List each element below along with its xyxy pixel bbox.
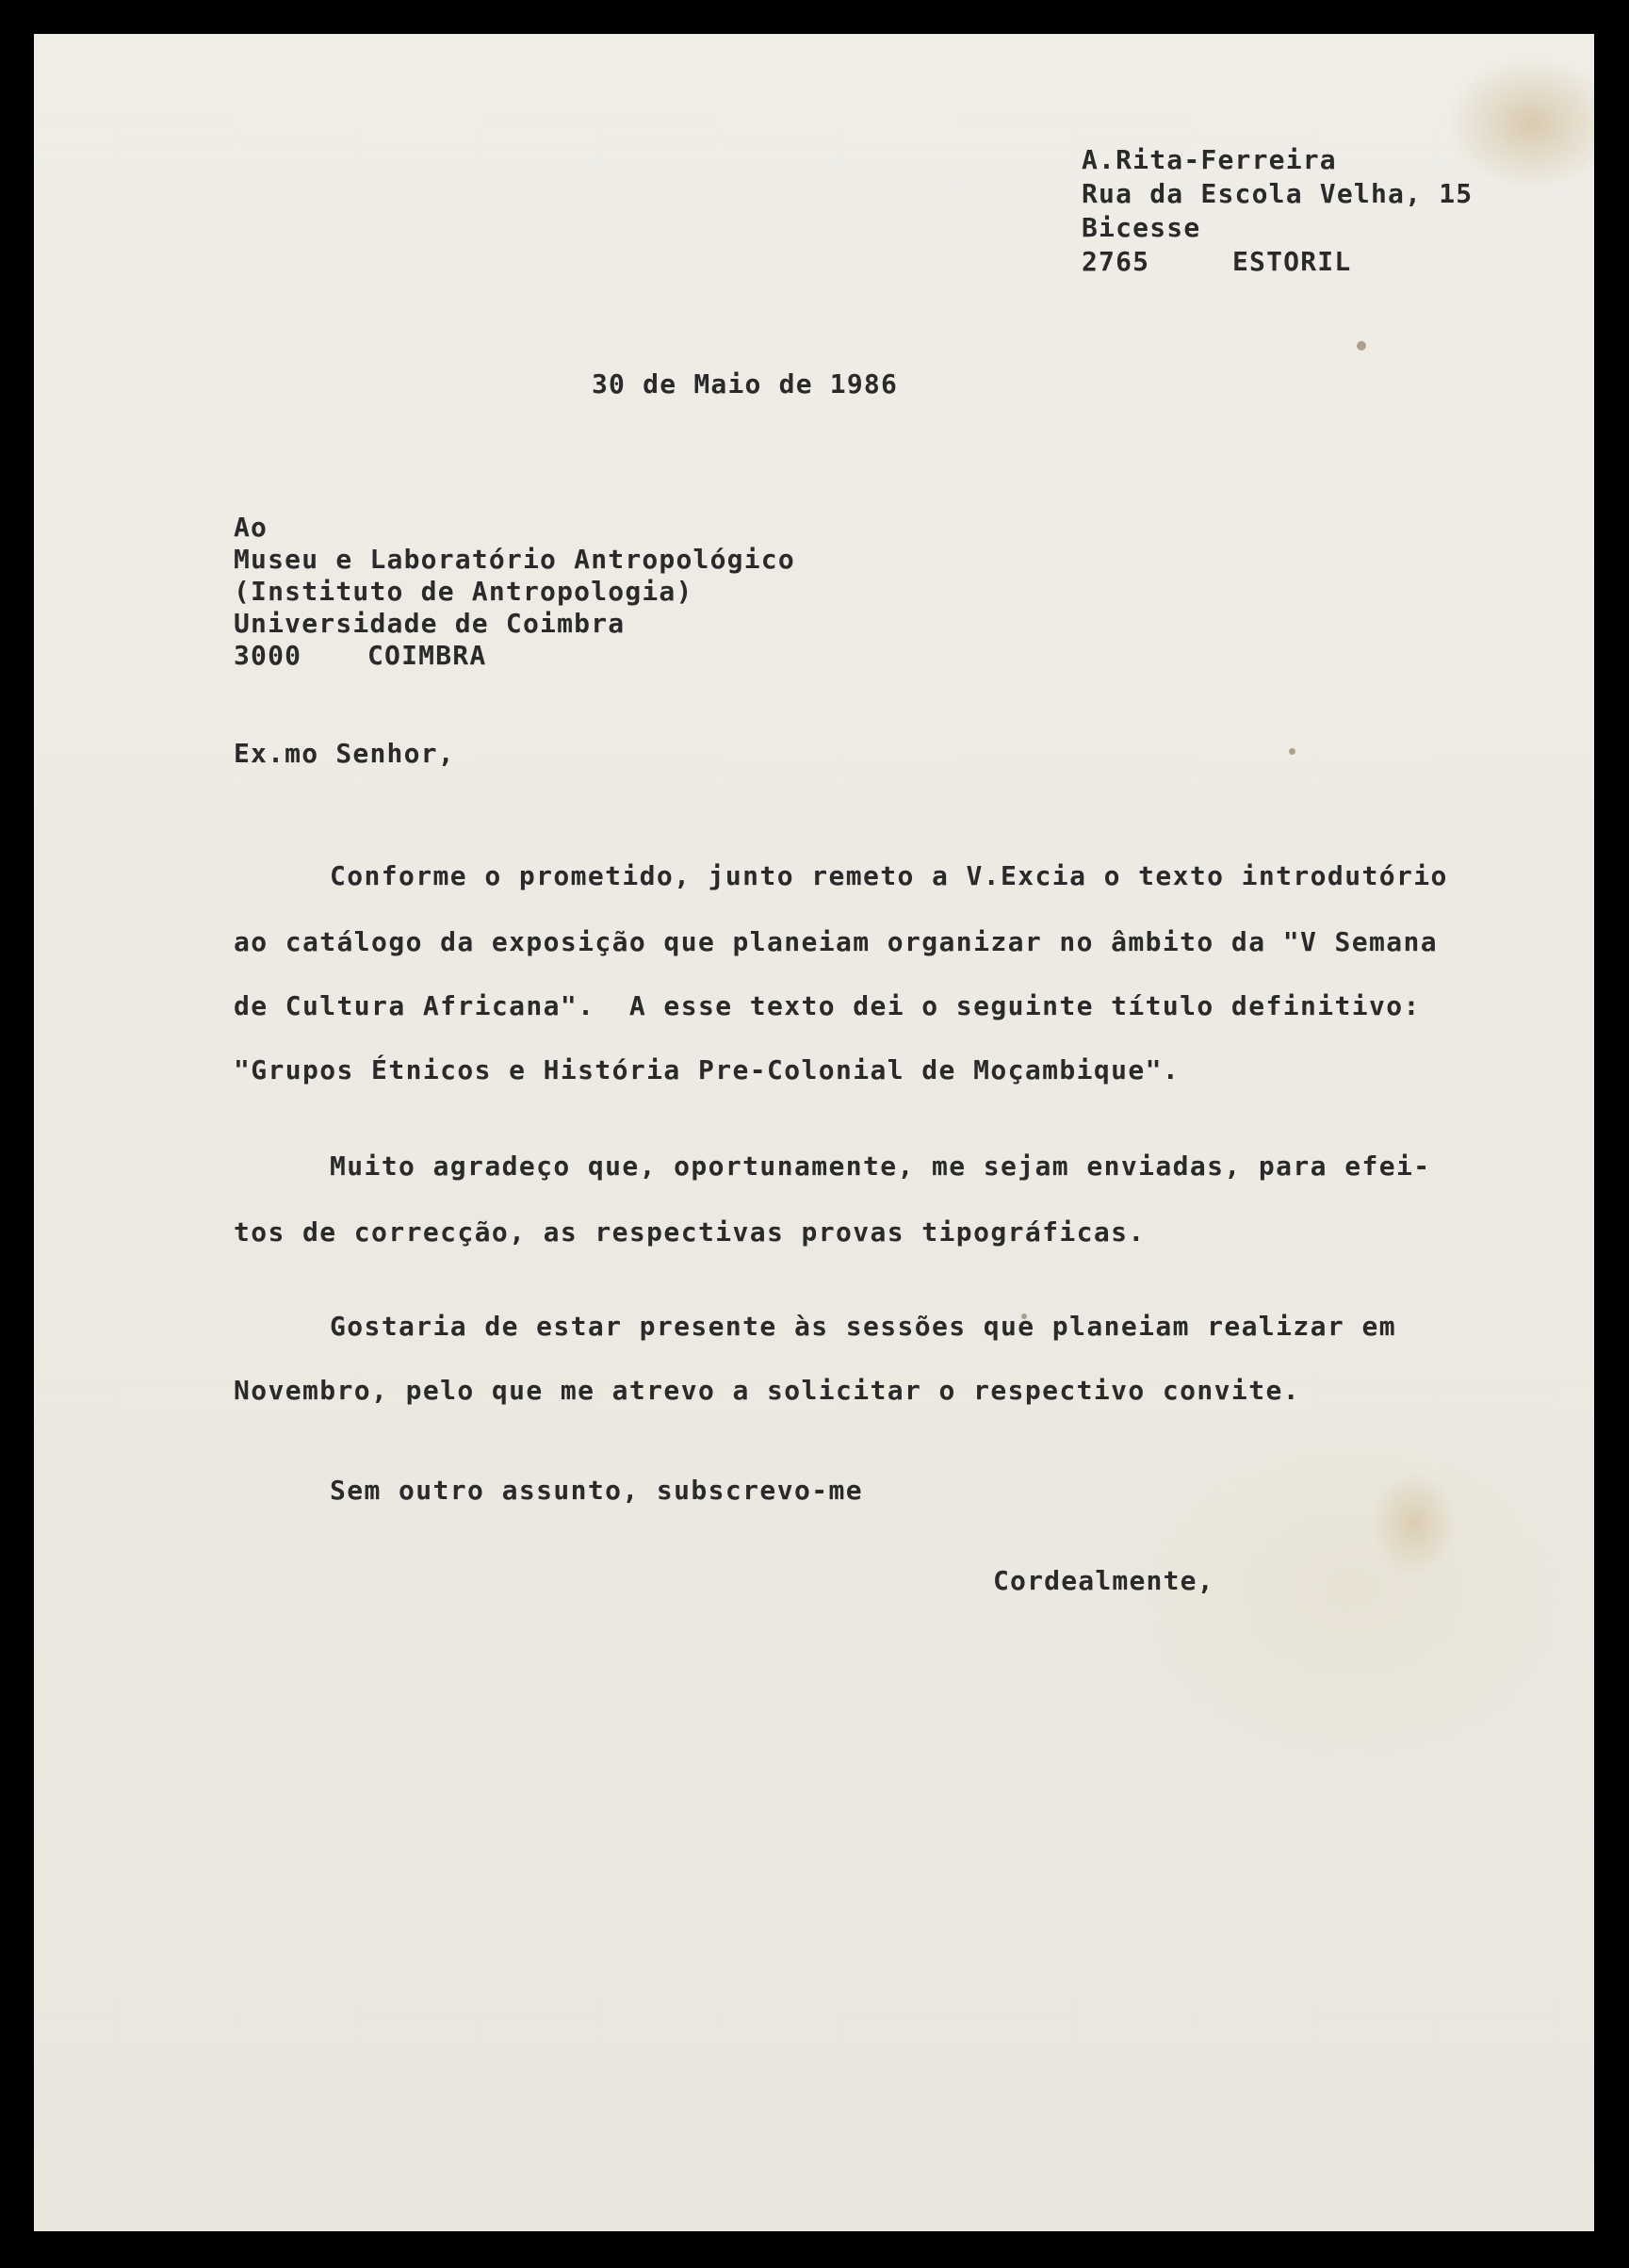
sender-street: Rua da Escola Velha, 15 [1082, 178, 1474, 209]
closing: Cordealmente, [993, 1565, 1214, 1596]
body-line: ao catálogo da exposição que planeiam organizar no âmbito da "V Semana [234, 926, 1439, 957]
body-paragraph-4: Sem outro assunto, subscrevo-me [330, 1475, 863, 1506]
recipient-postal-code: 3000 [234, 640, 302, 671]
recipient-line3: Universidade de Coimbra [234, 608, 626, 639]
recipient-prefix: Ao [234, 512, 269, 543]
body-line: Novembro, pelo que me atrevo a solicitar o respectivo convite. [234, 1375, 1300, 1406]
body-line: tos de correcção, as respectivas provas tipográficas. [234, 1216, 1146, 1248]
recipient-city: COIMBRA [367, 640, 487, 671]
sender-locality: Bicesse [1082, 212, 1201, 243]
stain-spot [1357, 341, 1366, 351]
recipient-line1: Museu e Laboratório Antropológico [234, 544, 795, 575]
stain-spot [1289, 748, 1295, 755]
recipient-line2: (Instituto de Antropologia) [234, 576, 693, 607]
body-line: Conforme o prometido, junto remeto a V.Excia o texto introdutório [330, 860, 1448, 891]
body-line: Muito agradeço que, oportunamente, me sejam enviadas, para efei- [330, 1150, 1431, 1182]
sender-postal-code: 2765 [1082, 246, 1150, 277]
body-line: de Cultura Africana". A esse texto dei o seguinte título definitivo: [234, 990, 1421, 1021]
letter-date: 30 de Maio de 1986 [592, 368, 899, 400]
sender-city: ESTORIL [1232, 246, 1352, 277]
greeting: Ex.mo Senhor, [234, 738, 455, 769]
body-line: Gostaria de estar presente às sessões que planeiam realizar em [330, 1311, 1396, 1342]
sender-name: A.Rita-Ferreira [1082, 144, 1337, 175]
body-line: "Grupos Étnicos e História Pre-Colonial de Moçambique". [234, 1054, 1181, 1085]
letter-page [34, 34, 1594, 2231]
